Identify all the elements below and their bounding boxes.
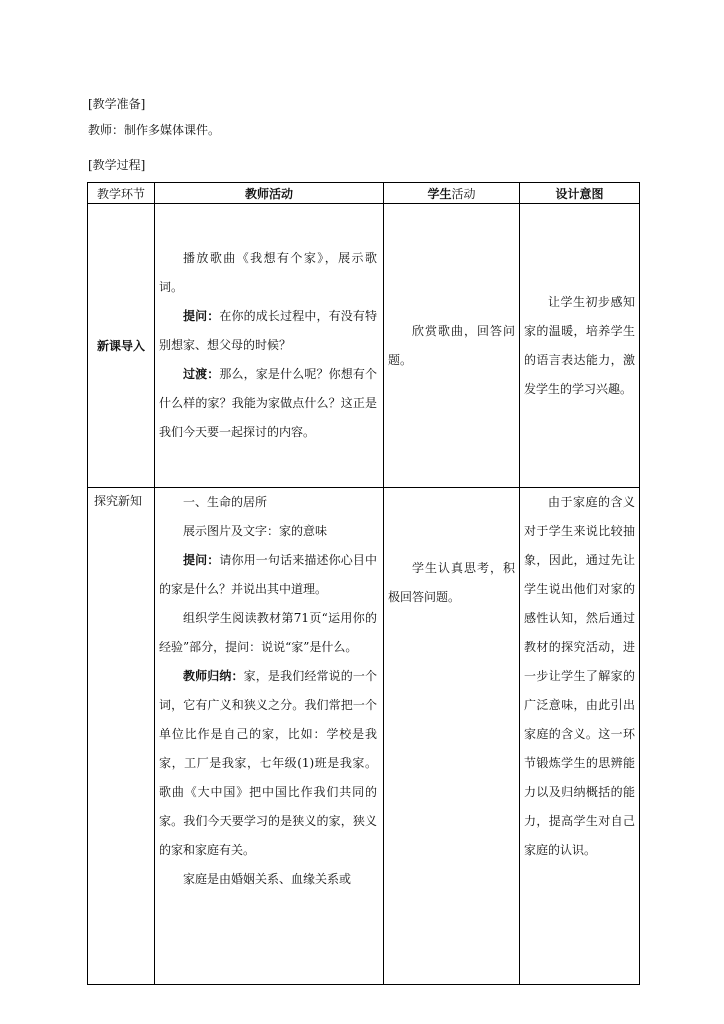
table-header-row (88, 183, 640, 204)
explore-teacher-summary: 教师归纳：家，是我们经常说的一个词，它有广义和狭义之分。我们常把一个单位比作是自己的家，比如：学校是我家，工厂是我家，七年级(1)班是我家。歌曲《大中国》把中国比作我们共同的家。我们今天要学习的是狭义的家，狭义的家和家庭有关。 (159, 669, 377, 857)
explore-teacher-section: 一、生命的居所 (183, 495, 268, 509)
explore-design-cell (520, 488, 640, 985)
intro-phase: 新课导入 (96, 339, 145, 353)
header-design: 设计意图 (520, 183, 640, 204)
prep-text: 教师：制作多媒体课件。 (88, 123, 221, 137)
header-student (384, 183, 520, 204)
explore-student-cell (384, 488, 520, 985)
explore-teacher-show: 展示图片及文字：家的意味 (183, 524, 328, 538)
explore-phase: 探究新知 (94, 494, 143, 508)
header-student-plain: 活动 (451, 186, 476, 201)
intro-design-cell (520, 204, 640, 488)
intro-teacher-question: 提问：在你的成长过程中，有没有特别想家、想父母的时候？ (159, 309, 377, 352)
lesson-process-table (87, 182, 640, 985)
explore-teacher-read: 组织学生阅读教材第71页“运用你的经验”部分，提问：说说“家”是什么。 (159, 611, 377, 654)
intro-design: 让学生初步感知家的温暖，培养学生的语言表达能力，激发学生的学习兴趣。 (524, 294, 635, 396)
header-student-bold: 学生 (427, 186, 452, 201)
table-row-explore (88, 488, 640, 985)
table-row-intro (88, 204, 640, 488)
intro-teacher-p1: 播放歌曲《我想有个家》，展示歌词。 (159, 251, 377, 294)
intro-student-cell (384, 204, 520, 488)
explore-student: 学生认真思考，积极回答问题。 (388, 561, 515, 604)
intro-teacher-cell (155, 204, 384, 488)
intro-phase-cell (88, 204, 155, 488)
header-teacher: 教师活动 (155, 183, 384, 204)
header-phase: 教学环节 (88, 183, 155, 204)
explore-teacher-cell (155, 488, 384, 985)
explore-design: 由于家庭的含义对于学生来说比较抽象，因此，通过先让学生说出他们对家的感性认知，然后通过教材的探究活动，进一步让学生了解家的广泛意味，由此引出家庭的含义。这一环节锻炼学生的思辨能力以及归纳概括的能力，提高学生对自己家庭的认识。 (524, 495, 635, 857)
explore-teacher-question: 提问：请你用一句话来描述你心目中的家是什么？并说出其中道理。 (159, 553, 377, 596)
intro-student: 欣赏歌曲，回答问题。 (388, 323, 515, 367)
intro-teacher-transition: 过渡：那么，家是什么呢？你想有个什么样的家？我能为家做点什么？这正是我们今天要一起探讨的内容。 (159, 367, 377, 439)
prep-heading: [教学准备] (88, 97, 146, 111)
process-heading: [教学过程] (88, 158, 146, 172)
explore-teacher-family: 家庭是由婚姻关系、血缘关系或 (183, 872, 352, 886)
explore-phase-cell (88, 488, 155, 985)
